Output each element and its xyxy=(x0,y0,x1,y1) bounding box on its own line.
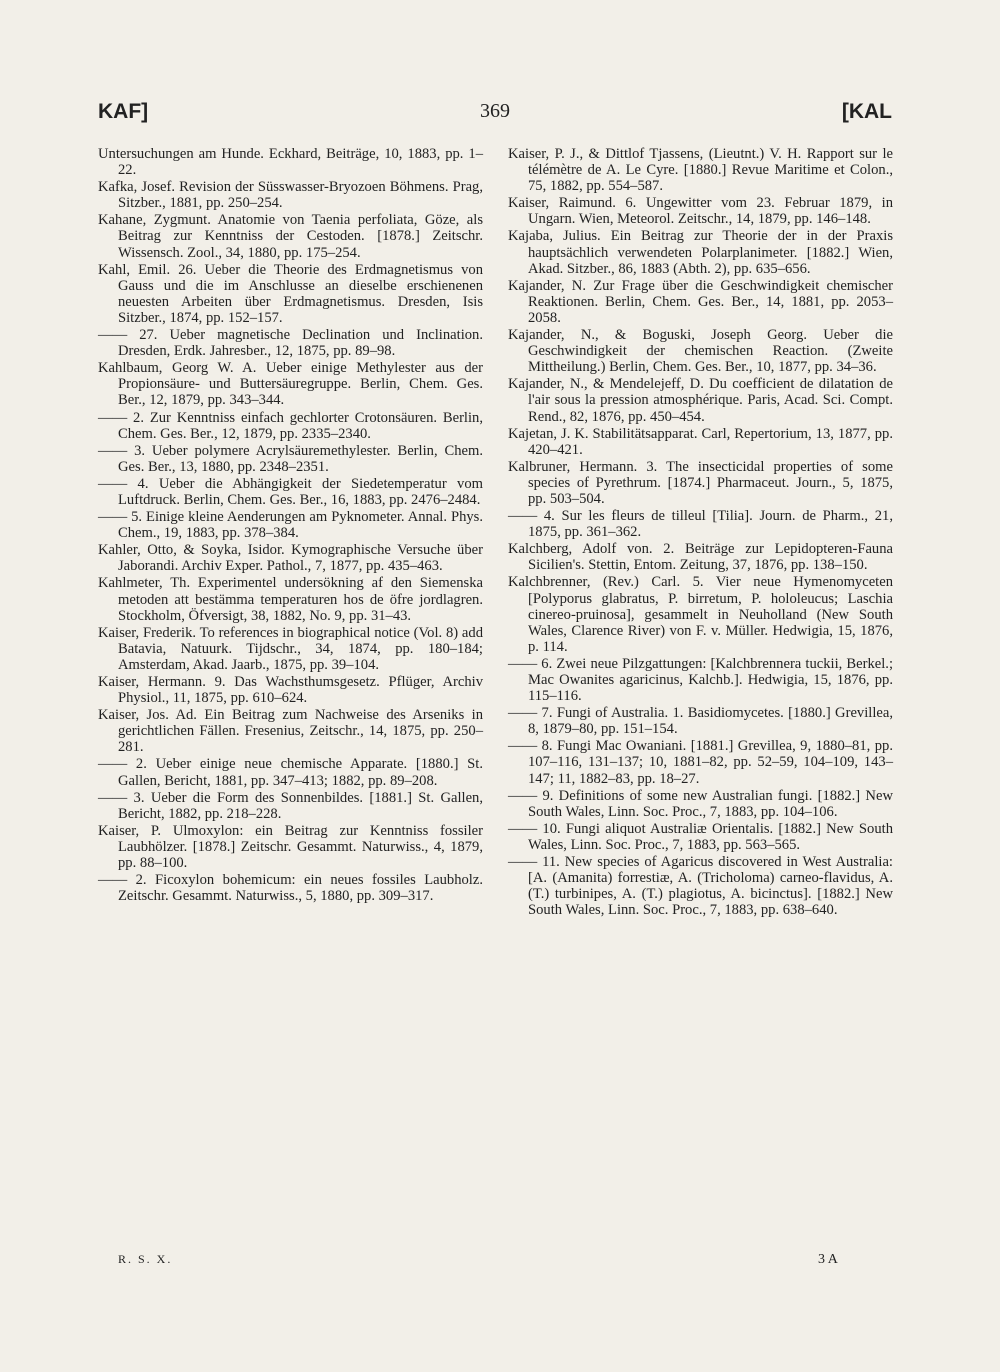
bibliography-entry: Kaiser, Frederik. To references in biographical notice (Vol. 8) add Batavia, Natuurk. Tijdschr., 34, 1874, pp. 180–184; Amsterdam, Akad. Jaarb., 1875, pp. 39–104. xyxy=(98,624,483,673)
bibliography-entry: —— 11. New species of Agaricus discovered in West Australia: [A. (Amanita) forrestiæ, A. (Tricholoma) carneo-flavidus, A. (T.) turbinipes, A. (T.) plagiotus, A. bicinctus]. [1882.] New South Wales, Linn. Soc. Proc., 7, 1883, pp. 638–640. xyxy=(508,854,893,919)
left-column xyxy=(98,146,483,905)
bibliography-entry: —— 2. Ficoxylon bohemicum: ein neues fossiles Laubholz. Zeitschr. Gesammt. Naturwiss., 5, 1880, pp. 309–317. xyxy=(98,872,483,905)
bibliography-entry: Kajander, N. Zur Frage über die Geschwindigkeit chemischer Reaktionen. Berlin, Chem. Ges. Ber., 14, 1881, pp. 2053–2058. xyxy=(508,277,893,326)
bibliography-entry: Untersuchungen am Hunde. Eckhard, Beiträge, 10, 1883, pp. 1–22. xyxy=(98,146,483,179)
bibliography-entry: Kalchberg, Adolf von. 2. Beiträge zur Lepidopteren-Fauna Sicilien's. Stettin, Entom. Zeitung, 37, 1876, pp. 138–150. xyxy=(508,541,893,574)
bibliography-entry: Kajetan, J. K. Stabilitätsapparat. Carl, Repertorium, 13, 1877, pp. 420–421. xyxy=(508,425,893,458)
running-header-right: [KAL xyxy=(841,100,892,123)
bibliography-entry: Kalbruner, Hermann. 3. The insecticidal properties of some species of Pyrethrum. [1874.] Pharmaceut. Journ., 5, 1875, pp. 503–504. xyxy=(508,458,893,507)
right-column xyxy=(508,146,893,919)
bibliography-entry: Kaiser, Raimund. 6. Ungewitter vom 23. Februar 1879, in Ungarn. Wien, Meteorol. Zeitschr., 14, 1879, pp. 146–148. xyxy=(508,195,893,228)
page-number: 369 xyxy=(480,100,510,122)
bibliography-entry: Kajaba, Julius. Ein Beitrag zur Theorie der in der Praxis hauptsächlich verwendeten Polarplanimeter. [1882.] Wien, Akad. Sitzber., 86, 1883 (Abth. 2), pp. 635–656. xyxy=(508,228,893,277)
bibliography-entry: Kaiser, Hermann. 9. Das Wachsthumsgesetz. Pflüger, Archiv Physiol., 11, 1875, pp. 610–624. xyxy=(98,674,483,707)
bibliography-entry: Kahlmeter, Th. Experimentel undersökning af den Siemenska metoden att bestämma temperaturen hos de öfre jordlagren. Stockholm, Öfversigt, 38, 1882, No. 9, pp. 31–43. xyxy=(98,575,483,624)
bibliography-entry: Kahler, Otto, & Soyka, Isidor. Kymographische Versuche über Jaborandi. Archiv Exper. Pathol., 7, 1877, pp. 435–463. xyxy=(98,542,483,575)
bibliography-entry: —— 8. Fungi Mac Owaniani. [1881.] Grevillea, 9, 1880–81, pp. 107–116, 131–137; 10, 1881–82, pp. 52–59, 104–109, 143–147; 11, 1882–83, pp. 18–27. xyxy=(508,738,893,787)
bibliography-entry: Kahane, Zygmunt. Anatomie von Taenia perfoliata, Göze, als Beitrag zur Kenntniss der Cestoden. [1878.] Zeitschr. Wissensch. Zool., 34, 1880, pp. 175–254. xyxy=(98,212,483,261)
bibliography-entry: Kalchbrenner, (Rev.) Carl. 5. Vier neue Hymenomyceten [Polyporus glabratus, P. birretum, P. hololeucus; Laschia cinereo-pruinosa], gesammelt in Neuholland (New South Wales, Clarence River) von F. v. Müller. Hedwigia, 15, 1876, p. 114. xyxy=(508,574,893,655)
bibliography-entry: Kahlbaum, Georg W. A. Ueber einige Methylester aus der Propionsäure- und Buttersäuregruppe. Berlin, Chem. Ges. Ber., 12, 1879, pp. 343–344. xyxy=(98,360,483,409)
bibliography-entry: Kaiser, P. J., & Dittlof Tjassens, (Lieutnt.) V. H. Rapport sur le télémètre de A. Le Cyre. [1880.] Revue Maritime et Colon., 75, 1882, pp. 554–587. xyxy=(508,146,893,195)
bibliography-entry: —— 5. Einige kleine Aenderungen am Pyknometer. Annal. Phys. Chem., 19, 1883, pp. 378–384. xyxy=(98,509,483,542)
bibliography-entry: —— 10. Fungi aliquot Australiæ Orientalis. [1882.] New South Wales, Linn. Soc. Proc., 7, 1883, pp. 563–565. xyxy=(508,820,893,853)
bibliography-entry: Kaiser, P. Ulmoxylon: ein Beitrag zur Kenntniss fossiler Laubhölzer. [1878.] Zeitschr. Gesammt. Naturwiss., 4, 1879, pp. 88–100. xyxy=(98,822,483,872)
bibliography-entry: Kaiser, Jos. Ad. Ein Beitrag zum Nachweise des Arseniks in gerichtlichen Fällen. Fresenius, Zeitschr., 14, 1875, pp. 250–281. xyxy=(98,707,483,756)
bibliography-entry: —— 3. Ueber die Form des Sonnenbildes. [1881.] St. Gallen, Bericht, 1882, pp. 218–228. xyxy=(98,789,483,822)
bibliography-entry: —— 27. Ueber magnetische Declination und Inclination. Dresden, Erdk. Jahresber., 12, 1875, pp. 89–98. xyxy=(98,327,483,360)
bibliography-entry: —— 4. Ueber die Abhängigkeit der Siedetemperatur vom Luftdruck. Berlin, Chem. Ges. Ber., 16, 1883, pp. 2476–2484. xyxy=(98,475,483,508)
running-header-left: KAF] xyxy=(98,100,149,123)
bibliography-entry: Kahl, Emil. 26. Ueber die Theorie des Erdmagnetismus von Gauss und die im Anschlusse an dieselbe erschienenen neuesten Arbeiten über Erdmagnetismus. Dresden, Isis Sitzber., 1874, pp. 152–157. xyxy=(98,261,483,326)
signature-mark: R. S. X. xyxy=(118,1252,173,1266)
bibliography-entry: Kafka, Josef. Revision der Süsswasser-Bryozoen Böhmens. Prag, Sitzber., 1881, pp. 250–254. xyxy=(98,179,483,212)
bibliography-entry: —— 3. Ueber polymere Acrylsäuremethylester. Berlin, Chem. Ges. Ber., 13, 1880, pp. 2348–2351. xyxy=(98,442,483,475)
bibliography-entry: Kajander, N., & Boguski, Joseph Georg. Ueber die Geschwindigkeit der chemischen Reaction. (Zweite Mittheilung.) Berlin, Chem. Ges. Ber., 10, 1877, pp. 34–36. xyxy=(508,327,893,376)
bibliography-entry: —— 6. Zwei neue Pilzgattungen: [Kalchbrennera tuckii, Berkel.; Mac Owanites agaricinus, Kalchb.]. Hedwigia, 15, 1876, pp. 115–116. xyxy=(508,655,893,705)
bibliography-entry: —— 4. Sur les fleurs de tilleul [Tilia]. Journ. de Pharm., 21, 1875, pp. 361–362. xyxy=(508,508,893,541)
bibliography-entry: —— 7. Fungi of Australia. 1. Basidiomycetes. [1880.] Grevillea, 8, 1879–80, pp. 151–154. xyxy=(508,705,893,738)
gathering-mark: 3 A xyxy=(818,1252,838,1267)
bibliography-entry: Kajander, N., & Mendelejeff, D. Du coefficient de dilatation de l'air sous la pression atmosphérique. Paris, Acad. Sci. Compt. Rend., 82, 1876, pp. 450–454. xyxy=(508,376,893,425)
bibliography-entry: —— 9. Definitions of some new Australian fungi. [1882.] New South Wales, Linn. Soc. Proc., 7, 1883, pp. 104–106. xyxy=(508,787,893,820)
bibliography-entry: —— 2. Zur Kenntniss einfach gechlorter Crotonsäuren. Berlin, Chem. Ges. Ber., 12, 1879, pp. 2335–2340. xyxy=(98,409,483,442)
bibliography-entry: —— 2. Ueber einige neue chemische Apparate. [1880.] St. Gallen, Bericht, 1881, pp. 347–413; 1882, pp. 89–208. xyxy=(98,756,483,789)
